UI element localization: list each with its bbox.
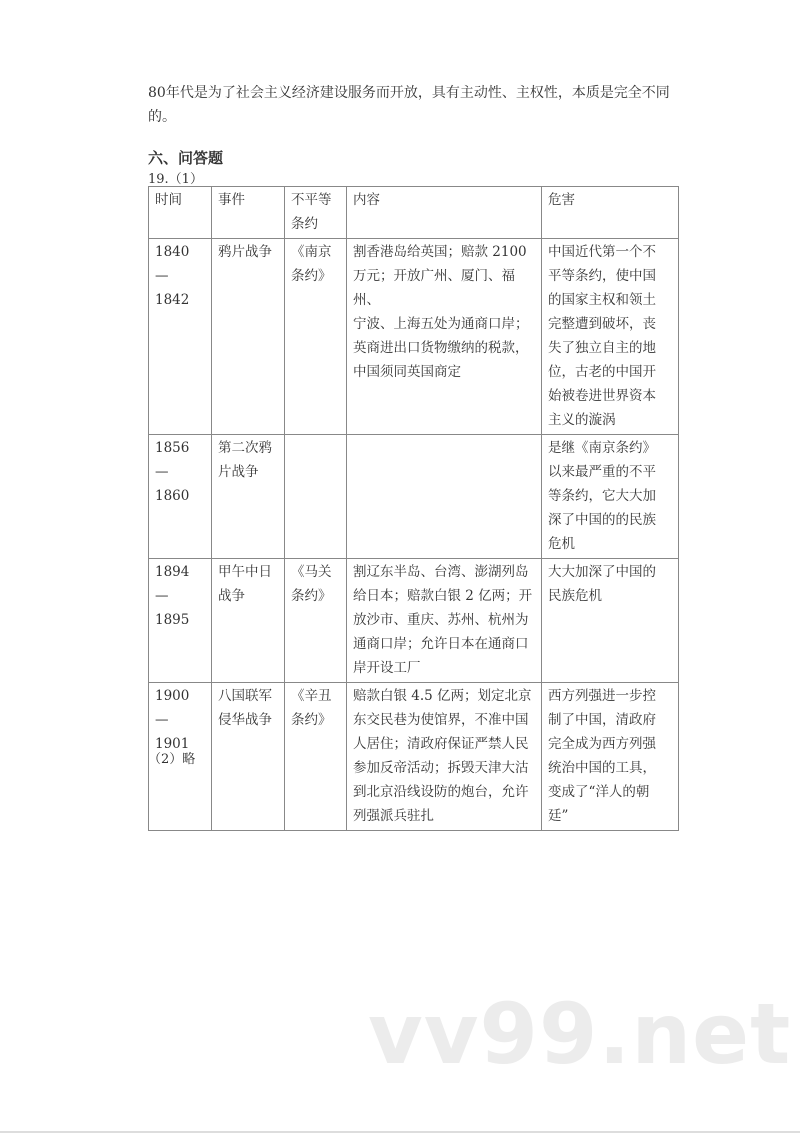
cell-time: 1840 — 1842 [149, 239, 212, 435]
table-row [149, 239, 679, 435]
cell-time: 1894 — 1895 [149, 559, 212, 683]
question-number: 19.（1） [148, 172, 203, 187]
cell-harm: 西方列强进一步控 制了中国，清政府 完全成为西方列强 统治中国的工具， 变成了“洋人的朝 廷” [542, 683, 679, 831]
table-row [149, 435, 679, 559]
cell-content: 割香港岛给英国；赔款 2100 万元；开放广州、厦门、福州、 宁波、上海五处为通商口岸； 英商进出口货物缴纳的税款， 中国须同英国商定 [347, 239, 542, 435]
cell-harm: 大大加深了中国的 民族危机 [542, 559, 679, 683]
cell-harm: 中国近代第一个不 平等条约，使中国 的国家主权和领土 完整遭到破坏，丧 失了独立自主的地 位，古老的中国开 始被卷进世界资本 主义的漩涡 [542, 239, 679, 435]
header-cell-time: 时间 [149, 187, 212, 239]
table-header-row [149, 187, 679, 239]
cell-event: 鸦片战争 [212, 239, 285, 435]
cell-harm: 是继《南京条约》 以来最严重的不平 等条约，它大大加 深了中国的的民族 危机 [542, 435, 679, 559]
cell-time: 1856 — 1860 [149, 435, 212, 559]
intro-text-line-2: 的。 [148, 109, 176, 125]
cell-content [347, 435, 542, 559]
cell-event: 八国联军 侵华战争 [212, 683, 285, 831]
header-cell-harm: 危害 [542, 187, 679, 239]
table-row [149, 559, 679, 683]
cell-event: 第二次鸦 片战争 [212, 435, 285, 559]
header-cell-treaty: 不平等 条约 [285, 187, 347, 239]
intro-text-line-1: 80年代是为了社会主义经济建设服务而开放，具有主动性、主权性，本质是完全不同 [148, 85, 670, 101]
section-heading: 六、问答题 [148, 149, 224, 167]
header-cell-event: 事件 [212, 187, 285, 239]
cell-treaty [285, 435, 347, 559]
cell-content: 割辽东半岛、台湾、澎湖列岛 给日本；赔款白银 2 亿两；开 放沙市、重庆、苏州、杭州为 通商口岸；允许日本在通商口 岸开设工厂 [347, 559, 542, 683]
cell-time: 1900 — 1901 [149, 683, 212, 831]
treaty-table [148, 186, 679, 831]
watermark: vv99.net [368, 985, 792, 1083]
cell-treaty: 《马关 条约》 [285, 559, 347, 683]
cell-event: 甲午中日 战争 [212, 559, 285, 683]
cell-treaty: 《南京 条约》 [285, 239, 347, 435]
cell-content: 赔款白银 4.5 亿两；划定北京 东交民巷为使馆界，不准中国 人居住；清政府保证严禁人民 参加反帝活动；拆毁天津大沽 到北京沿线设防的炮台，允许 列强派兵驻扎 [347, 683, 542, 831]
header-cell-content: 内容 [347, 187, 542, 239]
table-row [149, 683, 679, 831]
answer-note: （2）略 [148, 752, 196, 767]
cell-treaty: 《辛丑 条约》 [285, 683, 347, 831]
page-bottom-divider [0, 1131, 800, 1133]
